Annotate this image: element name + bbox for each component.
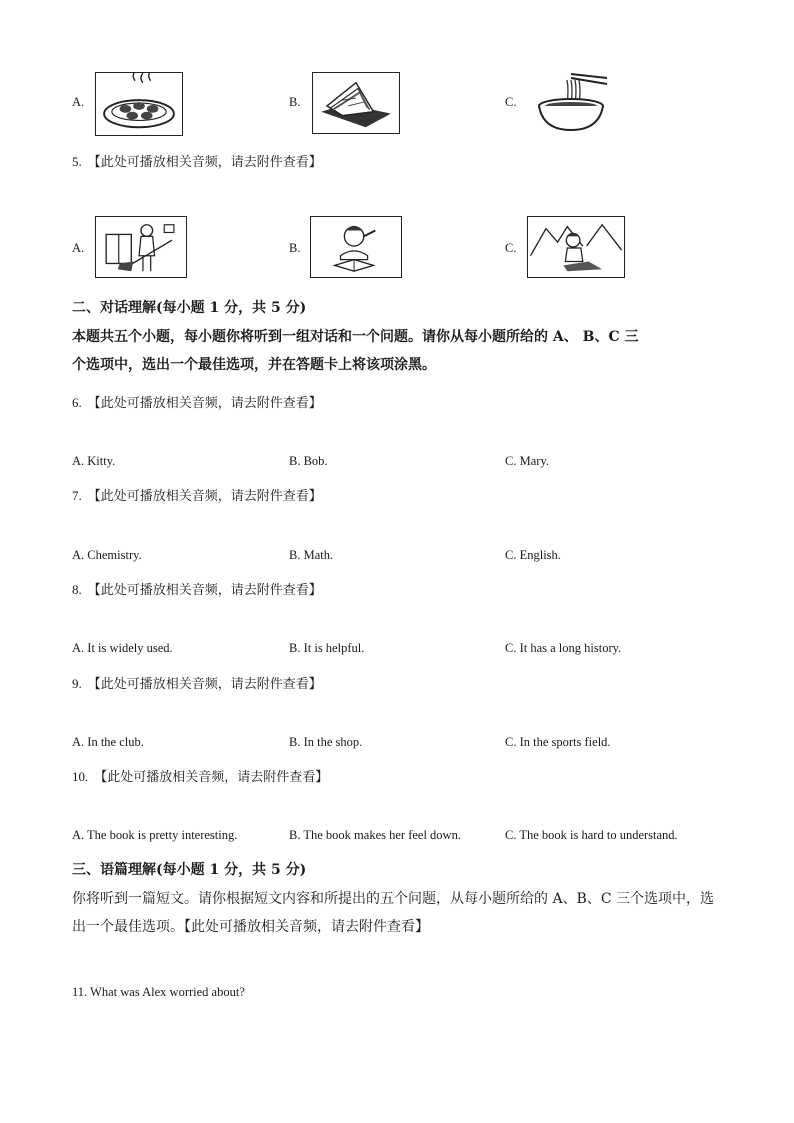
q4-option-a-label: A.	[72, 95, 85, 109]
reading-icon	[311, 217, 401, 277]
q11-question: 11. What was Alex worried about?	[72, 985, 245, 999]
q6-option-b: B. Bob.	[289, 454, 328, 468]
q5-option-c-label: C.	[505, 241, 517, 255]
section2-instruction-line2: 个选项中，选出一个最佳选项，并在答题卡上将该项涂黑。	[72, 357, 436, 373]
q5-prompt	[72, 151, 322, 170]
q9-audio-prompt: 【此处可播放相关音频，请去附件查看】	[87, 676, 322, 691]
q7-audio-prompt: 【此处可播放相关音频，请去附件查看】	[87, 488, 322, 503]
sandwich-icon	[313, 73, 399, 133]
q9-number: 9.	[72, 676, 82, 691]
q8-option-b: B. It is helpful.	[289, 641, 365, 655]
q6-option-c: C. Mary.	[505, 454, 549, 468]
q6-option-a: A. Kitty.	[72, 454, 116, 468]
q7-option-b: B. Math.	[289, 548, 334, 562]
q10-option-b: B. The book makes her feel down.	[289, 828, 461, 842]
sandwich-image	[312, 72, 400, 134]
dumplings-icon	[96, 73, 182, 135]
q6-prompt	[72, 392, 322, 411]
q7-option-c: C. English.	[505, 548, 561, 562]
q8-option-c: C. It has a long history.	[505, 641, 622, 655]
girl-sweeping-image	[95, 216, 187, 278]
q8-number: 8.	[72, 582, 82, 597]
q10-prompt	[72, 766, 328, 785]
q5-number: 5.	[72, 154, 82, 169]
q5-option-b-label: B.	[289, 241, 301, 255]
noodles-bowl-image	[527, 72, 615, 134]
q8-option-a: A. It is widely used.	[72, 641, 173, 655]
q5-audio-prompt: 【此处可播放相关音频，请去附件查看】	[87, 154, 322, 169]
q8-audio-prompt: 【此处可播放相关音频，请去附件查看】	[87, 582, 322, 597]
section2-heading: 二、对话理解(每小题 1 分，共 5 分)	[72, 300, 307, 316]
sweeping-icon	[96, 217, 186, 277]
q10-option-c: C. The book is hard to understand.	[505, 828, 678, 842]
section3-instruction-line1: 你将听到一篇短文。请你根据短文内容和所提出的五个问题，从每小题所给的 A、B、C 三个选项中，选	[72, 891, 715, 907]
q6-audio-prompt: 【此处可播放相关音频，请去附件查看】	[87, 395, 322, 410]
q9-option-c: C. In the sports field.	[505, 735, 611, 749]
q4-option-b-label: B.	[289, 95, 301, 109]
noodles-icon	[527, 72, 615, 134]
q7-option-a: A. Chemistry.	[72, 548, 142, 562]
dumplings-plate-image	[95, 72, 183, 136]
q8-prompt	[72, 579, 322, 598]
q7-prompt	[72, 485, 322, 504]
section2-instruction-line1: 本题共五个小题，每小题你将听到一组对话和一个问题。请你从每小题所给的 A、 B、C 三	[72, 329, 639, 345]
mountain-climbing-icon	[528, 217, 624, 277]
section3-heading: 三、语篇理解(每小题 1 分，共 5 分)	[72, 862, 307, 878]
q4-option-c-label: C.	[505, 95, 517, 109]
q9-option-a: A. In the club.	[72, 735, 144, 749]
q10-number: 10.	[72, 769, 89, 784]
q5-option-a-label: A.	[72, 241, 85, 255]
section3-instruction-line2: 出一个最佳选项。【此处可播放相关音频，请去附件查看】	[72, 919, 429, 935]
q9-option-b: B. In the shop.	[289, 735, 363, 749]
q9-prompt	[72, 673, 322, 692]
q10-audio-prompt: 【此处可播放相关音频，请去附件查看】	[94, 769, 329, 784]
q10-option-a: A. The book is pretty interesting.	[72, 828, 238, 842]
girl-climbing-image	[527, 216, 625, 278]
q6-number: 6.	[72, 395, 82, 410]
q7-number: 7.	[72, 488, 82, 503]
girl-reading-image	[310, 216, 402, 278]
